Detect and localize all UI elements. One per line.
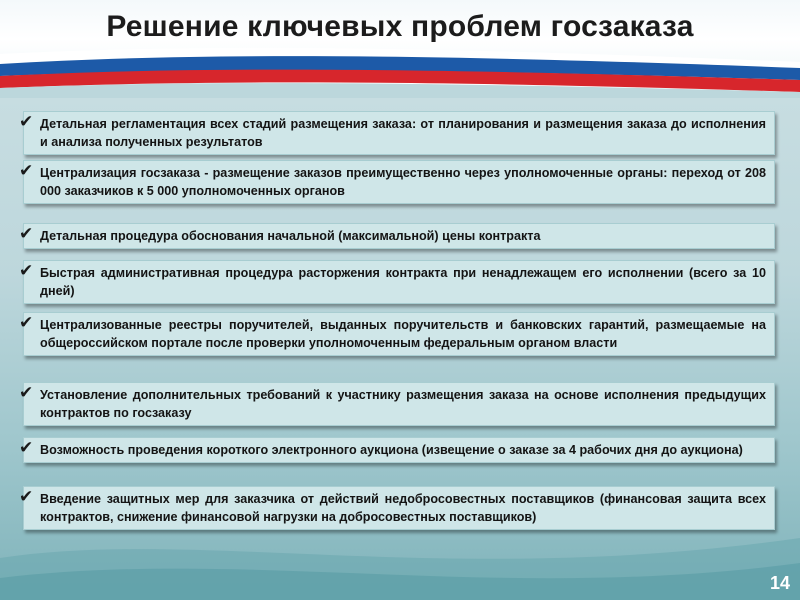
checkmark-icon: ✔ <box>19 487 34 506</box>
list-item <box>19 312 775 356</box>
slide-header <box>0 0 800 98</box>
checkmark-icon: ✔ <box>19 313 34 332</box>
list-item <box>19 223 775 249</box>
list-item-text: Установление дополнительных требований к участнику размещения заказа на основе исполнения предыдущих контрактов по госзаказу <box>40 388 766 420</box>
list-item-text: Централизация госзаказа - размещение заказов преимущественно через уполномоченные органы: переход от 208 000 заказчиков к 5 000 уполномоченных органов <box>40 166 766 198</box>
checkmark-icon: ✔ <box>19 161 34 180</box>
list-item <box>19 437 775 463</box>
list-item <box>19 160 775 204</box>
page-number: 14 <box>769 573 790 593</box>
checkmark-icon: ✔ <box>19 224 34 243</box>
checkmark-icon: ✔ <box>19 438 34 457</box>
list-item-text: Введение защитных мер для заказчика от действий недобросовестных поставщиков (финансовая защита всех контрактов, снижение финансовой нагрузки на добросовестных поставщиков) <box>40 492 766 524</box>
checkmark-icon: ✔ <box>19 112 34 131</box>
decorative-wave <box>0 518 800 600</box>
list-item <box>19 111 775 155</box>
list-item <box>19 382 775 426</box>
russian-flag-ribbon <box>0 40 800 98</box>
slide-title: Решение ключевых проблем госзаказа <box>106 10 694 43</box>
checkmark-icon: ✔ <box>19 261 34 280</box>
list-item-text: Централизованные реестры поручителей, выданных поручительств и банковских гарантий, размещаемые на общероссийском портале после проверки уполномоченным федеральным органом власти <box>40 318 766 350</box>
list-item-text: Быстрая административная процедура расторжения контракта при ненадлежащем его исполнении (всего за 10 дней) <box>40 266 766 298</box>
list-item-text: Детальная регламентация всех стадий размещения заказа: от планирования и размещения заказа до исполнения и анализа полученных результатов <box>40 117 766 149</box>
list-item <box>19 260 775 304</box>
list-item <box>19 486 775 530</box>
list-item-text: Возможность проведения короткого электронного аукциона (извещение о заказе за 4 рабочих дня до аукциона) <box>40 443 743 457</box>
list-item-text: Детальная процедура обоснования начальной (максимальной) цены контракта <box>40 229 541 243</box>
checkmark-icon: ✔ <box>19 383 34 402</box>
